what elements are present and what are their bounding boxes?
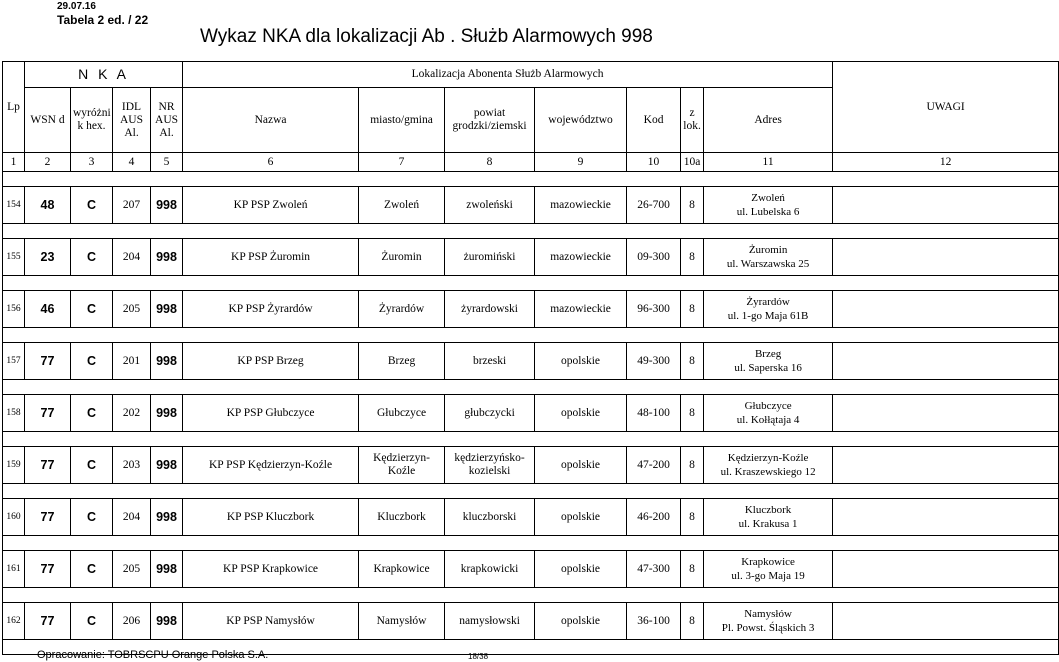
- cell-wsn: 77: [25, 499, 71, 536]
- header-uwagi: UWAGI: [833, 62, 1059, 153]
- row-spacer: [3, 172, 1059, 187]
- table-label: Tabela 2 ed. / 22: [57, 13, 149, 27]
- table-row: [3, 551, 1059, 588]
- cell-kod: 26-700: [627, 187, 681, 224]
- header-wyrozni: wyróżni k hex.: [71, 88, 113, 153]
- cell-wsn: 46: [25, 291, 71, 328]
- address-city: Kluczbork: [744, 504, 792, 516]
- address-city: Namysłów: [744, 608, 792, 620]
- cell-uwagi: [833, 499, 1059, 536]
- table-row: [3, 603, 1059, 640]
- address-street: ul. 1-go Maja 61B: [727, 310, 809, 322]
- cell-wyrozni: C: [71, 551, 113, 588]
- header-lp: Lp: [3, 62, 25, 153]
- cell-zlok: 8: [681, 603, 704, 640]
- table-row: [3, 239, 1059, 276]
- row-spacer: [3, 588, 1059, 603]
- cell-zlok: 8: [681, 395, 704, 432]
- cell-adres: [704, 291, 833, 328]
- cell-nr: 998: [151, 291, 183, 328]
- cell-kod: 49-300: [627, 343, 681, 380]
- column-number: 7: [359, 153, 445, 172]
- cell-powiat: namysłowski: [445, 603, 535, 640]
- cell-powiat: brzeski: [445, 343, 535, 380]
- cell-wsn: 77: [25, 551, 71, 588]
- header-adres: Adres: [704, 88, 833, 153]
- column-number: 10a: [681, 153, 704, 172]
- cell-idl: 205: [113, 291, 151, 328]
- cell-idl: 201: [113, 343, 151, 380]
- cell-miasto: Kluczbork: [359, 499, 445, 536]
- page-title: Wykaz NKA dla lokalizacji Ab . Służb Alarmowych 998: [200, 26, 653, 47]
- cell-nr: 998: [151, 447, 183, 484]
- cell-wojewodztwo: mazowieckie: [535, 291, 627, 328]
- cell-uwagi: [833, 187, 1059, 224]
- cell-lp: 159: [3, 447, 25, 484]
- address-street: ul. Krakusa 1: [738, 518, 798, 530]
- cell-nr: 998: [151, 239, 183, 276]
- column-number: 3: [71, 153, 113, 172]
- column-number: 9: [535, 153, 627, 172]
- cell-wyrozni: C: [71, 499, 113, 536]
- cell-wojewodztwo: opolskie: [535, 499, 627, 536]
- header-powiat: powiat grodzki/ziemski: [445, 88, 535, 153]
- cell-wsn: 77: [25, 603, 71, 640]
- cell-wojewodztwo: opolskie: [535, 395, 627, 432]
- cell-nazwa: KP PSP Głubczyce: [183, 395, 359, 432]
- header-nazwa: Nazwa: [183, 88, 359, 153]
- row-spacer-cell: [3, 172, 1059, 187]
- column-number: 8: [445, 153, 535, 172]
- cell-uwagi: [833, 603, 1059, 640]
- cell-wojewodztwo: opolskie: [535, 447, 627, 484]
- column-number: 5: [151, 153, 183, 172]
- table-row: [3, 343, 1059, 380]
- cell-powiat: krapkowicki: [445, 551, 535, 588]
- row-spacer: [3, 536, 1059, 551]
- cell-miasto: Namysłów: [359, 603, 445, 640]
- cell-nr: 998: [151, 395, 183, 432]
- footer-text: Opracowanie: TOBRSCPU Orange Polska S.A.: [37, 649, 269, 661]
- cell-wyrozni: C: [71, 239, 113, 276]
- row-spacer-cell: [3, 224, 1059, 239]
- cell-zlok: 8: [681, 239, 704, 276]
- header-idl: IDL AUS Al.: [113, 88, 151, 153]
- address-city: Krapkowice: [741, 556, 795, 568]
- nka-table: [2, 61, 1059, 655]
- column-number-row: [3, 153, 1059, 172]
- address-street: Pl. Powst. Śląskich 3: [721, 622, 815, 634]
- cell-adres: [704, 239, 833, 276]
- cell-idl: 205: [113, 551, 151, 588]
- cell-nazwa: KP PSP Zwoleń: [183, 187, 359, 224]
- cell-nr: 998: [151, 499, 183, 536]
- row-spacer: [3, 484, 1059, 499]
- row-spacer: [3, 432, 1059, 447]
- cell-idl: 203: [113, 447, 151, 484]
- cell-lp: 161: [3, 551, 25, 588]
- cell-wsn: 77: [25, 395, 71, 432]
- row-spacer-cell: [3, 484, 1059, 499]
- cell-uwagi: [833, 291, 1059, 328]
- address-street: ul. 3-go Maja 19: [731, 570, 805, 582]
- cell-miasto: Krapkowice: [359, 551, 445, 588]
- cell-wyrozni: C: [71, 447, 113, 484]
- header-nr: NR AUS Al.: [151, 88, 183, 153]
- cell-uwagi: [833, 551, 1059, 588]
- cell-lp: 155: [3, 239, 25, 276]
- cell-wsn: 77: [25, 343, 71, 380]
- row-spacer: [3, 224, 1059, 239]
- cell-adres: [704, 447, 833, 484]
- column-number: 2: [25, 153, 71, 172]
- cell-kod: 46-200: [627, 499, 681, 536]
- cell-kod: 09-300: [627, 239, 681, 276]
- cell-uwagi: [833, 395, 1059, 432]
- address-city: Żyrardów: [746, 296, 790, 308]
- cell-wyrozni: C: [71, 187, 113, 224]
- column-number: 12: [833, 153, 1059, 172]
- row-spacer-cell: [3, 432, 1059, 447]
- header-nka: N K A: [25, 62, 183, 88]
- cell-wyrozni: C: [71, 343, 113, 380]
- header-miasto: miasto/gmina: [359, 88, 445, 153]
- cell-uwagi: [833, 343, 1059, 380]
- cell-nr: 998: [151, 343, 183, 380]
- cell-powiat: głubczycki: [445, 395, 535, 432]
- cell-kod: 48-100: [627, 395, 681, 432]
- cell-idl: 204: [113, 499, 151, 536]
- cell-lp: 158: [3, 395, 25, 432]
- cell-lp: 157: [3, 343, 25, 380]
- header-lokalizacja: Lokalizacja Abonenta Służb Alarmowych: [183, 62, 833, 88]
- column-number: 4: [113, 153, 151, 172]
- cell-zlok: 8: [681, 447, 704, 484]
- table-body: [3, 172, 1059, 655]
- table-row: [3, 499, 1059, 536]
- document-date: 29.07.16: [57, 1, 96, 12]
- address-city: Zwoleń: [751, 192, 785, 204]
- row-spacer-cell: [3, 276, 1059, 291]
- cell-zlok: 8: [681, 343, 704, 380]
- cell-wsn: 48: [25, 187, 71, 224]
- cell-adres: [704, 187, 833, 224]
- cell-nazwa: KP PSP Namysłów: [183, 603, 359, 640]
- cell-powiat: żuromiński: [445, 239, 535, 276]
- cell-idl: 202: [113, 395, 151, 432]
- column-number: 6: [183, 153, 359, 172]
- header-kod: Kod: [627, 88, 681, 153]
- cell-adres: [704, 499, 833, 536]
- cell-nazwa: KP PSP Krapkowice: [183, 551, 359, 588]
- cell-miasto: Zwoleń: [359, 187, 445, 224]
- cell-zlok: 8: [681, 291, 704, 328]
- cell-wyrozni: C: [71, 395, 113, 432]
- cell-lp: 154: [3, 187, 25, 224]
- cell-powiat: zwoleński: [445, 187, 535, 224]
- cell-uwagi: [833, 239, 1059, 276]
- column-number: 10: [627, 153, 681, 172]
- cell-wojewodztwo: opolskie: [535, 551, 627, 588]
- header-zlok: z lok.: [681, 88, 704, 153]
- column-number: 11: [704, 153, 833, 172]
- cell-idl: 204: [113, 239, 151, 276]
- cell-nazwa: KP PSP Kędzierzyn-Koźle: [183, 447, 359, 484]
- cell-nr: 998: [151, 551, 183, 588]
- cell-kod: 96-300: [627, 291, 681, 328]
- address-street: ul. Saperska 16: [734, 362, 802, 374]
- cell-kod: 36-100: [627, 603, 681, 640]
- cell-wojewodztwo: opolskie: [535, 603, 627, 640]
- row-spacer: [3, 380, 1059, 395]
- cell-nazwa: KP PSP Żyrardów: [183, 291, 359, 328]
- page-number: 18/38: [468, 652, 489, 661]
- cell-nr: 998: [151, 603, 183, 640]
- cell-zlok: 8: [681, 551, 704, 588]
- cell-adres: [704, 551, 833, 588]
- cell-adres: [704, 343, 833, 380]
- column-number: 1: [3, 153, 25, 172]
- cell-powiat: żyrardowski: [445, 291, 535, 328]
- cell-nazwa: KP PSP Kluczbork: [183, 499, 359, 536]
- row-spacer: [3, 276, 1059, 291]
- address-city: Brzeg: [754, 348, 782, 360]
- cell-zlok: 8: [681, 187, 704, 224]
- row-spacer-cell: [3, 380, 1059, 395]
- header-wojewodztwo: województwo: [535, 88, 627, 153]
- table-row: [3, 395, 1059, 432]
- cell-powiat: kędzierzyńsko-kozielski: [445, 447, 535, 484]
- address-city: Żuromin: [748, 244, 788, 256]
- table-row: [3, 291, 1059, 328]
- cell-adres: [704, 395, 833, 432]
- cell-miasto: Głubczyce: [359, 395, 445, 432]
- cell-wojewodztwo: opolskie: [535, 343, 627, 380]
- row-spacer-cell: [3, 328, 1059, 343]
- row-spacer-cell: [3, 588, 1059, 603]
- cell-kod: 47-200: [627, 447, 681, 484]
- cell-wsn: 23: [25, 239, 71, 276]
- cell-uwagi: [833, 447, 1059, 484]
- cell-lp: 156: [3, 291, 25, 328]
- cell-nazwa: KP PSP Brzeg: [183, 343, 359, 380]
- address-street: ul. Kraszewskiego 12: [720, 466, 816, 478]
- cell-wojewodztwo: mazowieckie: [535, 239, 627, 276]
- address-city: Kędzierzyn-Koźle: [727, 452, 809, 464]
- cell-powiat: kluczborski: [445, 499, 535, 536]
- row-spacer-cell: [3, 536, 1059, 551]
- cell-idl: 206: [113, 603, 151, 640]
- cell-lp: 162: [3, 603, 25, 640]
- cell-miasto: Żuromin: [359, 239, 445, 276]
- cell-nr: 998: [151, 187, 183, 224]
- cell-lp: 160: [3, 499, 25, 536]
- address-city: Głubczyce: [744, 400, 792, 412]
- cell-miasto: Kędzierzyn-Koźle: [359, 447, 445, 484]
- address-street: ul. Warszawska 25: [726, 258, 810, 270]
- cell-miasto: Żyrardów: [359, 291, 445, 328]
- cell-nazwa: KP PSP Żuromin: [183, 239, 359, 276]
- cell-zlok: 8: [681, 499, 704, 536]
- header-wsn: WSN d: [25, 88, 71, 153]
- row-spacer: [3, 328, 1059, 343]
- address-street: ul. Lubelska 6: [736, 206, 800, 218]
- cell-adres: [704, 603, 833, 640]
- cell-idl: 207: [113, 187, 151, 224]
- cell-miasto: Brzeg: [359, 343, 445, 380]
- cell-kod: 47-300: [627, 551, 681, 588]
- cell-wyrozni: C: [71, 291, 113, 328]
- cell-wyrozni: C: [71, 603, 113, 640]
- address-street: ul. Kołłątaja 4: [736, 414, 800, 426]
- cell-wojewodztwo: mazowieckie: [535, 187, 627, 224]
- cell-wsn: 77: [25, 447, 71, 484]
- table-row: [3, 447, 1059, 484]
- table-row: [3, 187, 1059, 224]
